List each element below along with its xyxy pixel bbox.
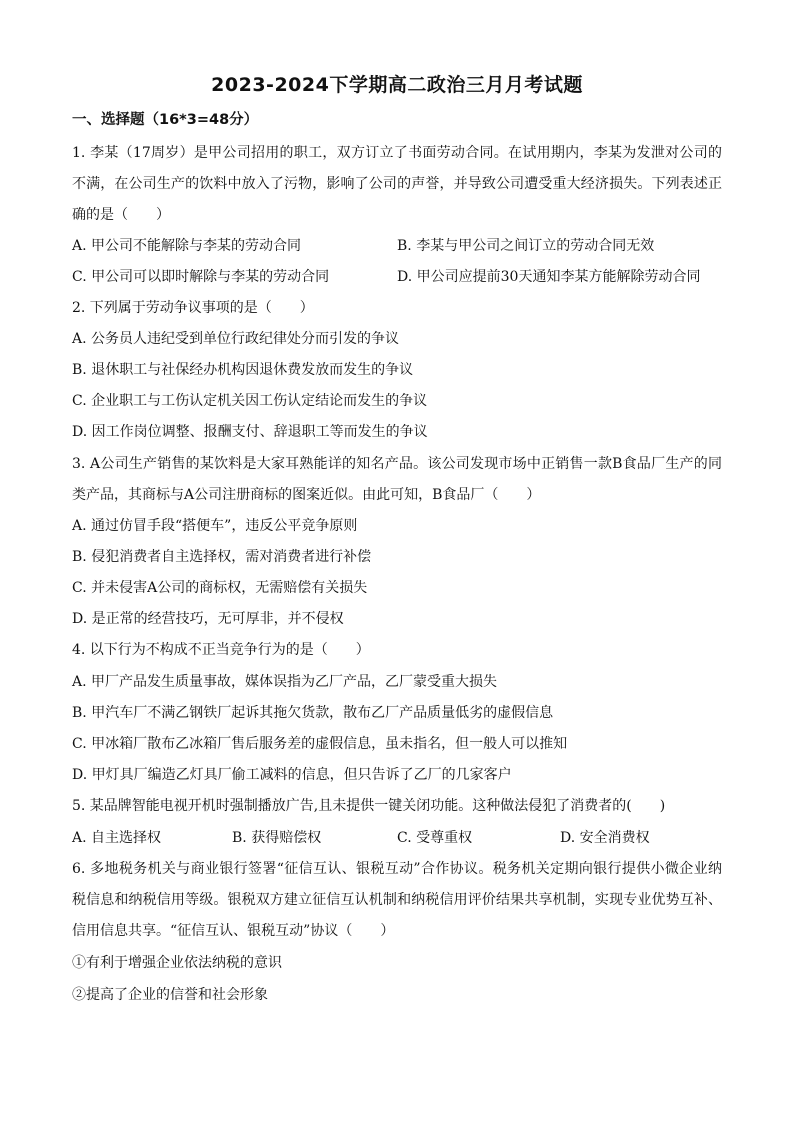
q2-option-d: D. 因工作岗位调整、报酬支付、辞退职工等而发生的争议 — [72, 424, 428, 440]
q1-option-d: D. 甲公司应提前30天通知李某方能解除劳动合同 — [397, 269, 701, 285]
q6-stem-line-3: 信用信息共享。“征信互认、银税互动”协议（ ） — [72, 923, 395, 939]
section-heading: 一、选择题（16*3=48分） — [72, 112, 259, 128]
q3-option-d: D. 是正常的经营技巧，无可厚非，并不侵权 — [72, 611, 344, 627]
q3-option-b: B. 侵犯消费者自主选择权，需对消费者进行补偿 — [72, 549, 372, 565]
q1-stem-line-2: 不满，在公司生产的饮料中放入了污物，影响了公司的声誉，并导致公司遭受重大经济损失。下列表述正 — [72, 176, 722, 192]
q5-stem: 5. 某品牌智能电视开机时强制播放广告,且未提供一键关闭功能。这种做法侵犯了消费者的( ) — [72, 798, 666, 814]
q3-option-c: C. 并未侵害A公司的商标权，无需赔偿有关损失 — [72, 580, 368, 596]
q3-stem-line-2: 类产品，其商标与A公司注册商标的图案近似。由此可知，B食品厂（ ） — [72, 487, 541, 503]
q6-statement-1: ①有利于增强企业依法纳税的意识 — [72, 955, 282, 971]
q6-stem-line-2: 税信息和纳税信用等级。银税双方建立征信互认机制和纳税信用评价结果共享机制，实现专业优势互补、 — [72, 892, 722, 908]
q1-stem-line-3: 确的是（ ） — [72, 207, 170, 223]
q4-stem: 4. 以下行为不构成不正当竞争行为的是（ ） — [72, 642, 370, 658]
q5-option-b: B. 获得赔偿权 — [232, 830, 322, 846]
q4-option-c: C. 甲冰箱厂散布乙冰箱厂售后服务差的虚假信息，虽未指名，但一般人可以推知 — [72, 736, 568, 752]
q1-option-c: C. 甲公司可以即时解除与李某的劳动合同 — [72, 269, 330, 285]
q2-option-c: C. 企业职工与工伤认定机关因工伤认定结论而发生的争议 — [72, 393, 428, 409]
q4-option-a: A. 甲厂产品发生质量事故，媒体误指为乙厂产品，乙厂蒙受重大损失 — [72, 674, 498, 690]
q6-statement-2: ②提高了企业的信誉和社会形象 — [72, 987, 268, 1003]
q2-option-a: A. 公务员人违纪受到单位行政纪律处分而引发的争议 — [72, 331, 400, 347]
q5-option-a: A. 自主选择权 — [72, 830, 162, 846]
exam-title: 2023-2024下学期高二政治三月月考试题 — [211, 74, 583, 96]
q3-stem-line-1: 3. A公司生产销售的某饮料是大家耳熟能详的知名产品。该公司发现市场中正销售一款B食品厂生产的同 — [72, 456, 722, 472]
q1-option-b: B. 李某与甲公司之间订立的劳动合同无效 — [397, 238, 655, 254]
q3-option-a: A. 通过仿冒手段“搭便车”，违反公平竞争原则 — [72, 518, 358, 534]
q2-stem: 2. 下列属于劳动争议事项的是（ ） — [72, 300, 314, 316]
q6-stem-line-1: 6. 多地税务机关与商业银行签署“征信互认、银税互动”合作协议。税务机关定期向银行提供小微企业纳 — [72, 861, 722, 877]
q4-option-d: D. 甲灯具厂编造乙灯具厂偷工减料的信息，但只告诉了乙厂的几家客户 — [72, 767, 512, 783]
q1-option-a: A. 甲公司不能解除与李某的劳动合同 — [72, 238, 302, 254]
q4-option-b: B. 甲汽车厂不满乙钢铁厂起诉其拖欠货款，散布乙厂产品质量低劣的虚假信息 — [72, 705, 554, 721]
q2-option-b: B. 退休职工与社保经办机构因退休费发放而发生的争议 — [72, 362, 414, 378]
q1-stem-line-1: 1. 李某（17周岁）是甲公司招用的职工，双方订立了书面劳动合同。在试用期内，李某为发泄对公司的 — [72, 145, 722, 161]
q5-option-c: C. 受尊重权 — [397, 830, 473, 846]
q5-option-d: D. 安全消费权 — [560, 830, 650, 846]
